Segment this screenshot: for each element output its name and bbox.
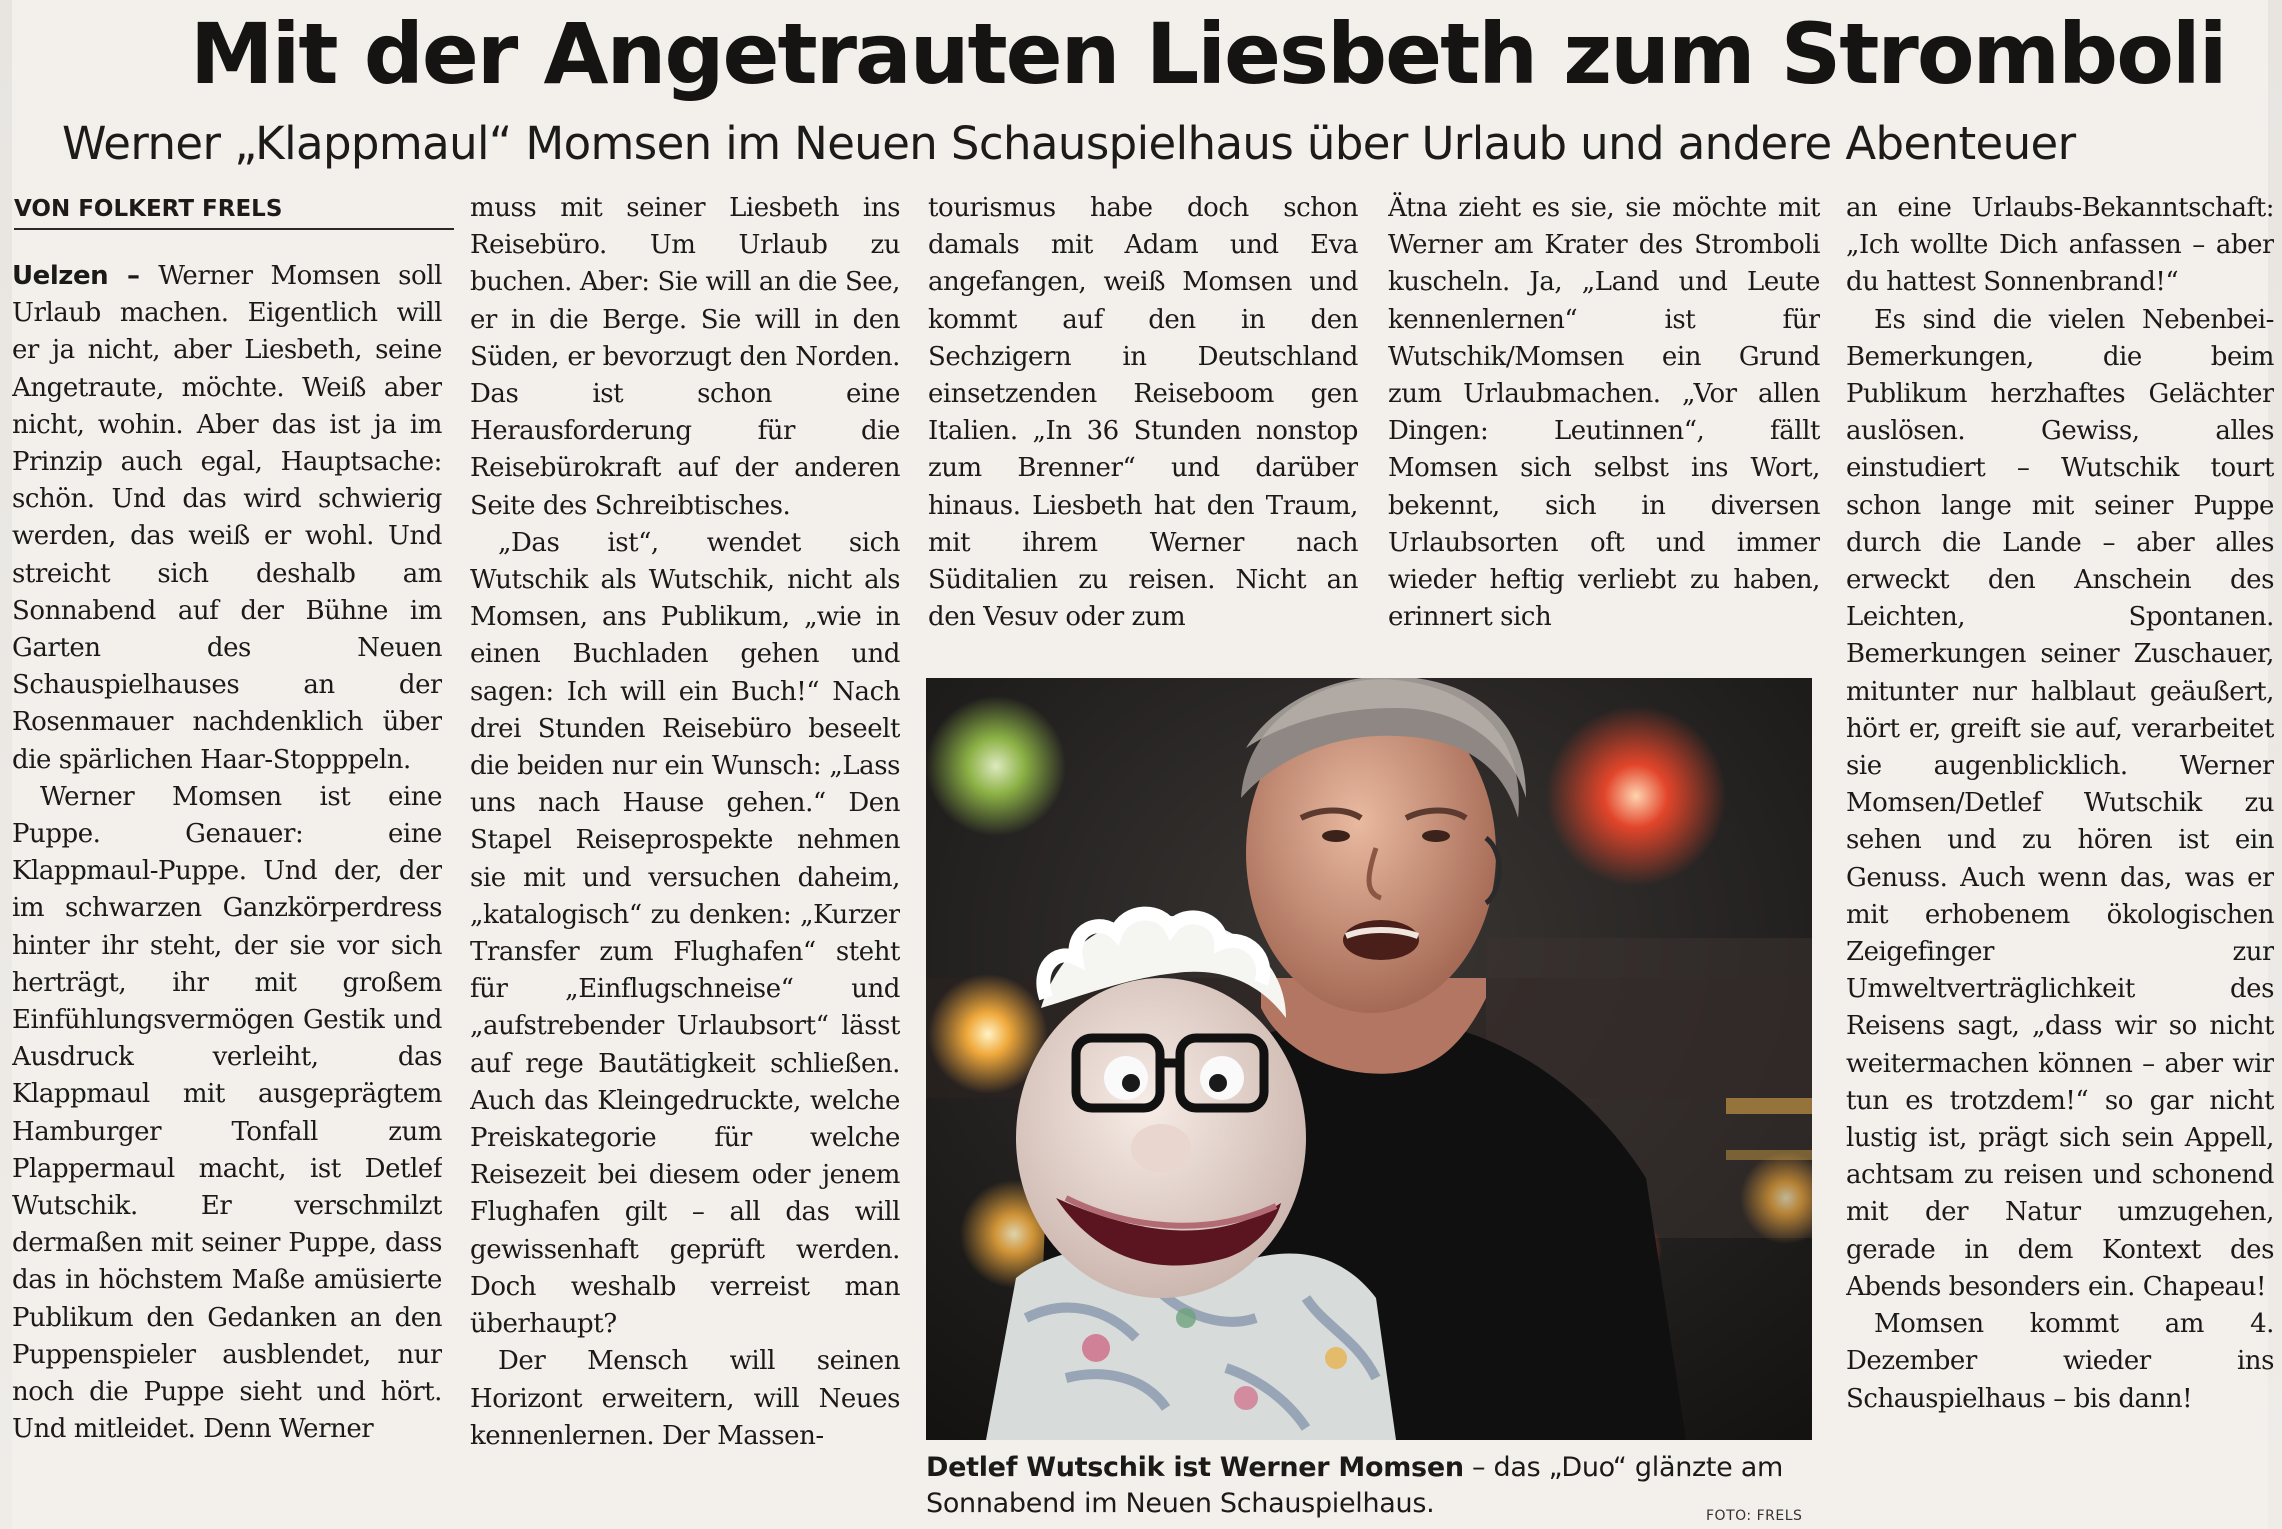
paragraph: Der Mensch will seinen Horizont erweitern, will Neues kennenlernen. Der Massen- [470, 1346, 900, 1451]
article-column-4 [1388, 190, 1820, 638]
paragraph [12, 258, 442, 779]
article-column-5 [1846, 190, 2274, 1526]
paragraph: an eine Urlaubs-Bekanntschaft: „Ich wollte Dich anfassen – aber du hattest Sonnenbrand!“ [1846, 193, 2274, 298]
article-column-1 [12, 258, 442, 1526]
article-photo [926, 678, 1812, 1440]
paragraph: tourismus habe doch schon damals mit Adam und Eva angefangen, weiß Momsen und kommt auf den in den Sechzigern in Deutschland einsetzenden Reiseboom gen Italien. „In 36 Stunden nonstop zum Brenner“ und darüber hinaus. Liesbeth hat den Traum, mit ihrem Werner nach Süditalien zu reisen. Nicht an den Vesuv oder zum [928, 193, 1358, 633]
paragraph: Es sind die vielen Nebenbei-Bemerkungen, die beim Publikum herzhaftes Gelächter auslösen. Gewiss, alles einstudiert – Wutschik tourt schon lange mit seiner Puppe durch die Lande – aber alles erweckt den Anschein des Leichten, Spontanen. Bemerkungen seiner Zuschauer, mitunter nur halblaut geäußert, hört er, greift sie auf, verarbeitet sie augenblicklich. Werner Momsen/Detlef Wutschik zu sehen und zu hören ist ein Genuss. Auch wenn das, was er mit erhobenem ökologischen Zeigefinger zur Umweltverträglichkeit des Reisens sagt, „dass wir so nicht weitermachen können – aber wir tun es trotzdem!“ so gar nicht lustig ist, prägt sich sein Appell, achtsam zu reisen und schonend mit der Natur umzugehen, gerade in dem Kontext des Abends besonders ein. Chapeau! [1846, 304, 2274, 1302]
paragraph: Momsen kommt am 4. Dezember wieder ins Schauspielhaus – bis dann! [1846, 1309, 2274, 1414]
paragraph: „Das ist“, wendet sich Wutschik als Wutschik, nicht als Momsen, ans Publikum, „wie in einen Buchladen gehen und sagen: Ich will ein Buch!“ Nach drei Stunden Reisebüro beseelt die beiden nur ein Wunsch: „Lass uns nach Hause gehen.“ Den Stapel Reiseprospekte nehmen sie mit und versuchen daheim, „katalogisch“ zu denken: „Kurzer Transfer zum Flughafen“ steht für „Einflugschneise“ und „aufstrebender Urlaubsort“ lässt auf rege Bautätigkeit schließen. Auch das Kleingedruckte, welche Preiskategorie für welche Reisezeit bei diesem oder jenem Flughafen gilt – all das will gewissenhaft geprüft werden. Doch weshalb verreist man überhaupt? [470, 527, 900, 1340]
caption-bold: Detlef Wutschik ist Werner Momsen [926, 1452, 1464, 1483]
subheadline: Werner „Klappmaul“ Momsen im Neuen Schauspielhaus über Urlaub und andere Abenteuer [62, 117, 2076, 170]
paragraph-text: Werner Momsen soll Urlaub machen. Eigentlich will er ja nicht, aber Liesbeth, seine Angetraute, möchte. Weiß aber nicht, wohin. Aber das ist ja im Prinzip auch egal, Hauptsache: schön. Und das wird schwierig werden, das weiß er wohl. Und streicht sich deshalb am Sonnabend auf der Bühne im Garten des Neuen Schauspielhauses an der Rosenmauer nachdenklich über die spärlichen Haar-Stopppeln. [12, 261, 442, 775]
dateline: Uelzen – [12, 261, 159, 291]
page-edge-left [0, 0, 12, 1529]
byline: VON FOLKERT FRELS [14, 196, 283, 222]
photo-caption [926, 1450, 1812, 1522]
article-column-3 [928, 190, 1358, 638]
headline: Mit der Angetrauten Liesbeth zum Stromboli [190, 5, 2226, 103]
paragraph: muss mit seiner Liesbeth ins Reisebüro. Um Urlaub zu buchen. Aber: Sie will an die See, er in die Berge. Sie will in den Süden, er bevorzugt den Norden. Das ist schon eine Herausforderung für die Reisebürokraft auf der anderen Seite des Schreibtisches. [470, 193, 900, 521]
photo-illustration [926, 678, 1812, 1440]
photo-credit: FOTO: FRELS [1706, 1508, 1803, 1524]
paragraph: Ätna zieht es sie, sie möchte mit Werner am Krater des Stromboli kuscheln. Ja, „Land und Leute kennenlernen“ ist für Wutschik/Momsen ein Grund zum Urlaubmachen. „Vor allen Dingen: Leutinnen“, fällt Momsen sich selbst ins Wort, bekennt, sich in diversen Urlaubsorten oft und immer wieder heftig verliebt zu haben, erinnert sich [1388, 193, 1820, 633]
article-column-2 [470, 190, 900, 1526]
caption-text: – das „Duo“ glänzte am Sonnabend im Neuen Schauspielhaus. [926, 1452, 1783, 1519]
byline-rule [14, 228, 454, 230]
paragraph: Werner Momsen ist eine Puppe. Genauer: eine Klappmaul-Puppe. Und der, der im schwarzen Ganzkörperdress hinter ihr steht, der sie vor sich herträgt, ihr mit großem Einfühlungsvermögen Gestik und Ausdruck verleiht, das Klappmaul mit ausgeprägtem Hamburger Tonfall zum Plappermaul macht, ist Detlef Wutschik. Er verschmilzt dermaßen mit seiner Puppe, dass das in höchstem Maße amüsierte Publikum den Gedanken an den Puppenspieler ausblendet, nur noch die Puppe sieht und hört. Und mitleidet. Denn Werner [12, 781, 442, 1445]
